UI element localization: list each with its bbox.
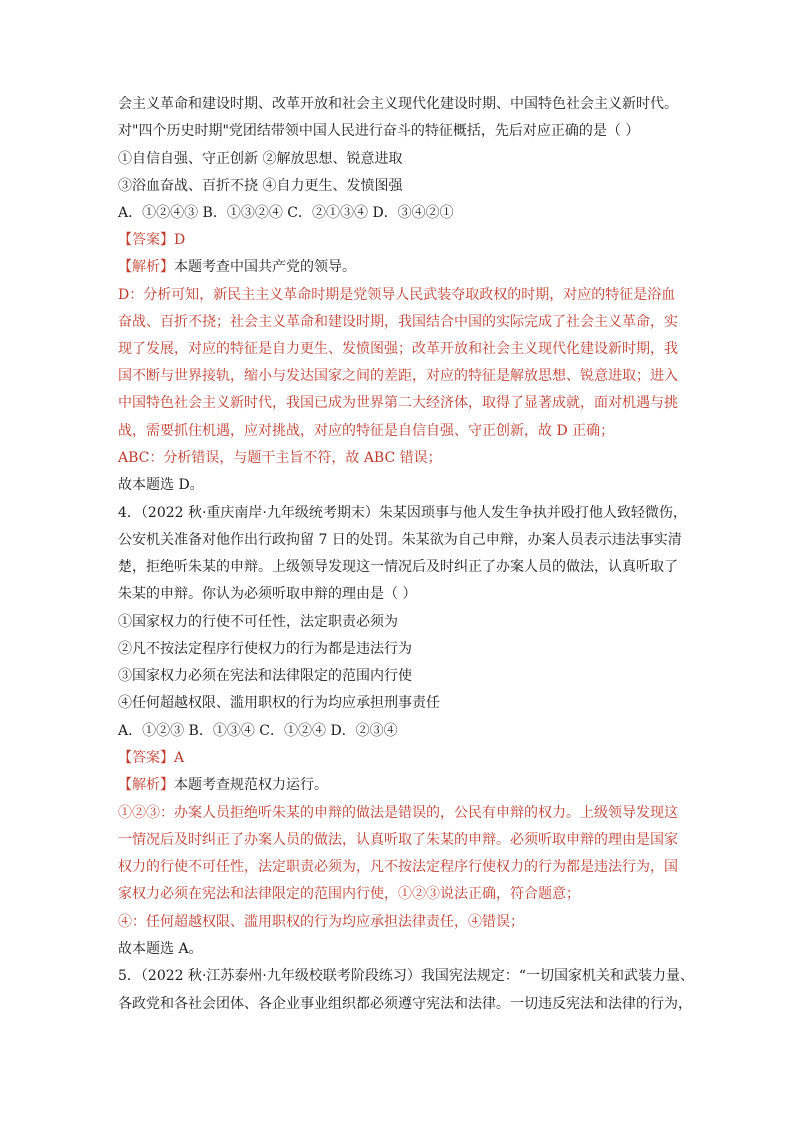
option-line: ③浴血奋战、百折不挠 ④自力更生、发愤图强: [118, 178, 403, 194]
text-line: 会主义革命和建设时期、改革开放和社会主义现代化建设时期、中国特色社会主义新时代。: [118, 96, 678, 112]
choices-line: A．①②③ B．①③④ C．①②④ D．②③④: [118, 723, 398, 739]
option-line: ①自信自强、守正创新 ②解放思想、锐意进取: [118, 151, 403, 167]
conclusion-line: 故本题选 A。: [118, 941, 203, 957]
analysis-label: 【解析】: [118, 777, 174, 793]
analysis-body: 战，需要抓住机遇，应对挑战，对应的特征是自信自强、守正创新，故 D 正确；: [118, 423, 615, 439]
analysis-body: 一情况后及时纠正了办案人员的做法，认真听取了朱某的申辩。必须听取申辩的理由是国家: [118, 832, 678, 848]
answer-value: D: [174, 232, 186, 248]
analysis-body: ④：任何超越权限、滥用职权的行为均应承担法律责任，④错误；: [118, 914, 524, 930]
question-stem: 5．（2022 秋·江苏泰州·九年级校联考阶段练习）我国宪法规定：“一切国家机关和武装力量、: [118, 968, 695, 984]
analysis-body: 权力的行使不可任性，法定职责必须为，凡不按法定程序行使权力的行为都是违法行为，国: [118, 859, 678, 875]
question-stem: 公安机关准备对他作出行政拘留 7 日的处罚。朱某欲为自己申辩，办案人员表示违法事实清: [118, 532, 682, 548]
question-stem: 朱某的申辩。你认为必须听取申辩的理由是（ ）: [118, 586, 417, 602]
analysis-body: ①②③：办案人员拒绝听朱某的申辩的做法是错误的，公民有申辩的权力。上级领导发现这: [118, 805, 678, 821]
analysis-line: [118, 775, 678, 795]
conclusion-line: 故本题选 D。: [118, 477, 204, 493]
option-line: ④任何超越权限、滥用职权的行为均应承担刑事责任: [118, 695, 440, 711]
analysis-label: 【解析】: [118, 259, 174, 275]
analysis-text: 本题考查中国共产党的领导。: [174, 259, 356, 275]
question-stem: 各政党和各社会团体、各企业事业组织都必须遵守宪法和法律。一切违反宪法和法律的行为，: [118, 996, 692, 1012]
question-stem: 对"四个历史时期"党团结带领中国人民进行奋斗的特征概括，先后对应正确的是（ ）: [118, 123, 640, 139]
option-line: ②凡不按法定程序行使权力的行为都是违法行为: [118, 641, 412, 657]
answer-label: 【答案】: [118, 750, 174, 766]
answer-value: A: [174, 750, 185, 766]
answer-line: [118, 748, 678, 768]
analysis-body: 中国特色社会主义新时代，我国已成为世界第二大经济体，取得了显著成就，面对机遇与挑: [118, 395, 678, 411]
analysis-line: [118, 257, 678, 277]
analysis-body: 奋战、百折不挠；社会主义革命和建设时期，我国结合中国的实际完成了社会主义革命，实: [118, 314, 678, 330]
answer-line: [118, 230, 678, 250]
option-line: ③国家权力必须在宪法和法律限定的范围内行使: [118, 668, 412, 684]
analysis-body: ABC：分析错误，与题干主旨不符，故 ABC 错误；: [118, 450, 442, 466]
analysis-body: D：分析可知，新民主主义革命时期是党领导人民武装夺取政权的时期，对应的特征是浴血: [118, 287, 676, 303]
choices-line: A．①②④③ B．①③②④ C．②①③④ D．③④②①: [118, 205, 454, 221]
analysis-body: 家权力必须在宪法和法律限定的范围内行使，①②③说法正确，符合题意；: [118, 886, 580, 902]
question-stem: 4．（2022 秋·重庆南岸·九年级统考期末）朱某因琐事与他人发生争执并殴打他人致轻微伤，: [118, 505, 687, 521]
option-line: ①国家权力的行使不可任性，法定职责必须为: [118, 614, 398, 630]
analysis-text: 本题考查规范权力运行。: [174, 777, 328, 793]
answer-label: 【答案】: [118, 232, 174, 248]
analysis-body: 现了发展，对应的特征是自力更生、发愤图强；改革开放和社会主义现代化建设新时期，我: [118, 341, 678, 357]
question-stem: 楚，拒绝听朱某的申辩。上级领导发现这一情况后及时纠正了办案人员的做法，认真听取了: [118, 559, 678, 575]
analysis-body: 国不断与世界接轨，缩小与发达国家之间的差距，对应的特征是解放思想、锐意进取；进入: [118, 368, 678, 384]
